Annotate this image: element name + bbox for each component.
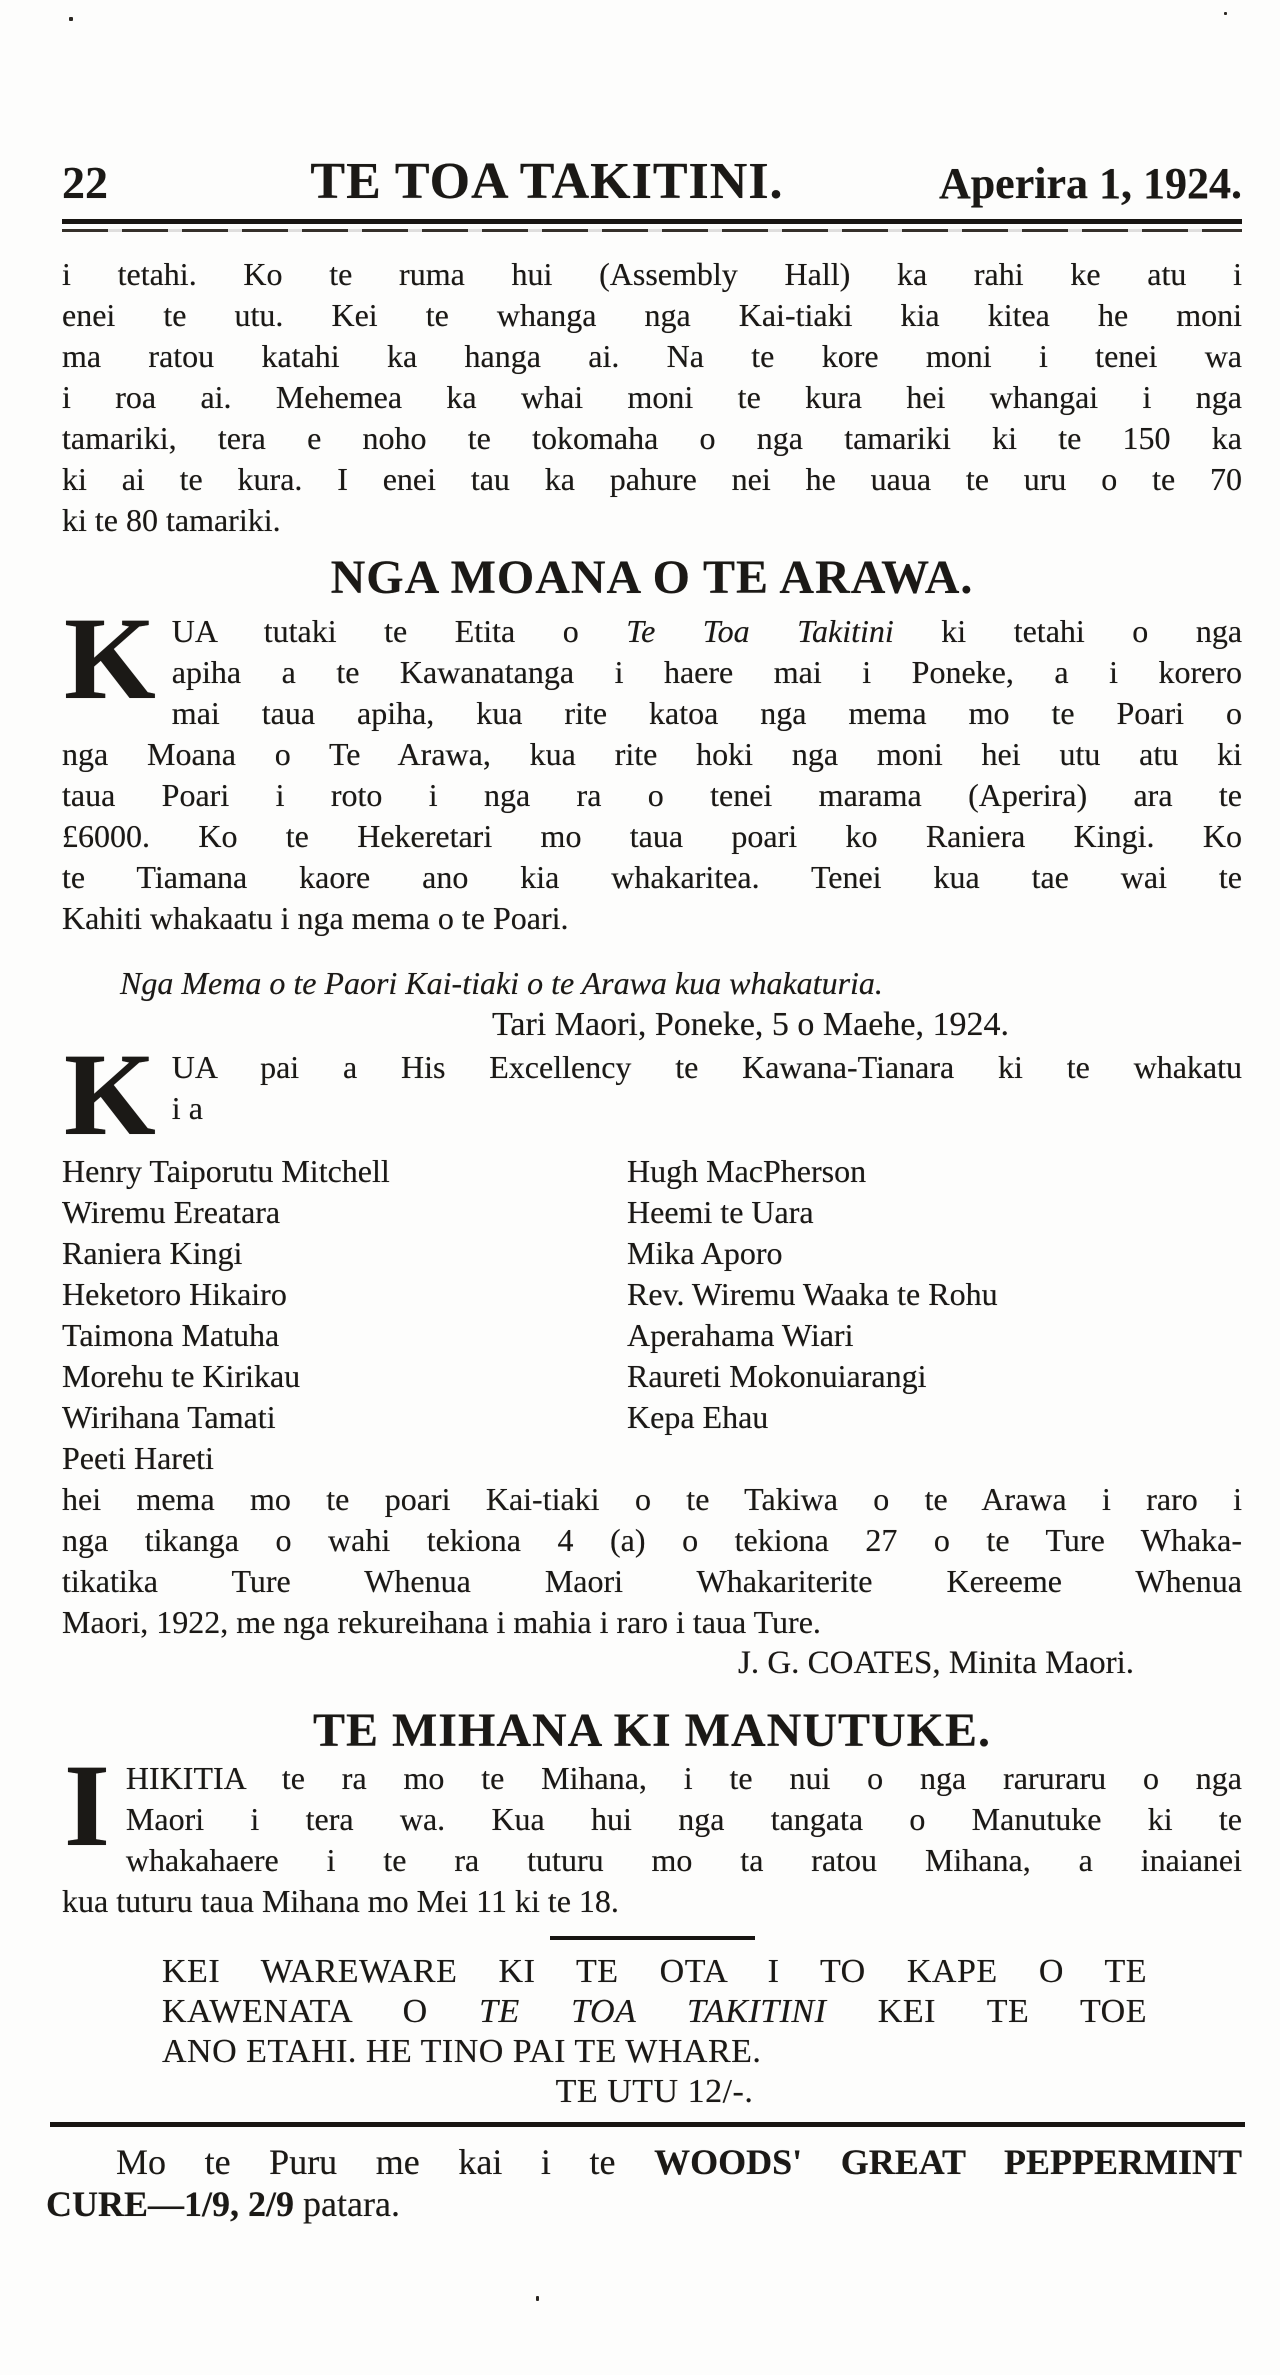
text-line [62, 1479, 1242, 1520]
arawa-paragraph-1 [62, 593, 1243, 939]
text-segment: Henry Taiporutu Mitchell [62, 1153, 390, 1189]
text-line [162, 2072, 1147, 2112]
bottom-rule [50, 2122, 1245, 2127]
text-line [62, 1315, 627, 1356]
text-segment: i tetahi. Ko te ruma hui (Assembly Hall) ka rahi ke atu i [62, 256, 1242, 292]
text-line [62, 734, 1242, 775]
text-line [627, 1315, 1242, 1356]
text-segment: Aperahama Wiari [627, 1317, 854, 1353]
text-line [62, 611, 1242, 652]
text-line [62, 2141, 1242, 2183]
text-line [62, 898, 1242, 939]
members-caption: Nga Mema o te Paori Kai-tiaki o te Arawa kua whakaturia. [120, 965, 883, 1001]
text-line [62, 254, 1242, 295]
signature-line: J. G. COATES, Minita Maori. [738, 1645, 1134, 1681]
text-segment: ki ai te kura. I enei tau ka pahure nei he uaua te uru o te 70 [62, 461, 1242, 497]
text-segment: Kepa Ehau [627, 1399, 769, 1435]
article-heading-mihana: TE MIHANA KI MANUTUKE. [312, 1704, 992, 1757]
text-line [62, 295, 1242, 336]
header-rule-thin [62, 229, 1242, 232]
text-line [62, 500, 1242, 541]
text-segment: Heketoro Hikairo [62, 1276, 287, 1312]
text-segment: Wiremu Ereatara [62, 1194, 281, 1230]
text-line [627, 1356, 1242, 1397]
text-segment: Kahiti whakaatu i nga mema o te Poari. [62, 900, 569, 936]
text-segment: te Tiamana kaore ano kia whakaritea. Tenei kua tae wai te [62, 859, 1242, 895]
text-segment: KEI WAREWARE KI TE OTA I TO KAPE O TE [162, 1953, 1147, 1990]
text-segment: HIKITIA te ra mo te Mihana, i te nui o nga raruraru o nga [125, 1760, 1242, 1796]
dropcap-i: I [64, 1740, 110, 1871]
dropcap-k: K [64, 593, 156, 724]
text-line [62, 1356, 627, 1397]
text-segment: KEI TE TOE [826, 1993, 1147, 2030]
text-segment: patara. [303, 2184, 400, 2224]
masthead-title: TE TOA TAKITINI. [310, 153, 784, 210]
text-segment: KAWENATA O [162, 1993, 480, 2030]
text-segment: Wirihana Tamati [62, 1399, 276, 1435]
text-line [62, 693, 1242, 734]
text-segment: Raureti Mokonuiarangi [627, 1358, 927, 1394]
article-heading-arawa: NGA MOANA O TE ARAWA. [330, 551, 974, 604]
text-line [62, 1602, 1242, 1643]
names-column-left [62, 1151, 627, 1479]
text-segment: UA pai a His Excellency te Kawana-Tianara ki te whakatu [171, 1049, 1242, 1085]
text-segment: taua Poari i roto i nga ra o tenei marama (Aperira) ara te [62, 777, 1242, 813]
text-line [627, 1233, 1242, 1274]
text-segment: whakahaere i te ra tuturu mo ta ratou Mihana, a inaianei [125, 1842, 1242, 1878]
text-line [62, 418, 1242, 459]
text-segment: nga tikanga o wahi tekiona 4 (a) o tekiona 27 o te Ture Whaka- [62, 1522, 1242, 1558]
text-segment: Morehu te Kirikau [62, 1358, 301, 1394]
text-segment: TE UTU 12/-. [555, 2073, 754, 2110]
text-line [62, 1192, 627, 1233]
text-line [62, 1881, 1242, 1922]
text-line [162, 1992, 1147, 2032]
text-segment: hei mema mo te poari Kai-tiaki o te Takiwa o te Arawa i raro i [62, 1481, 1242, 1517]
page-number: 22 [62, 157, 108, 208]
text-line [62, 775, 1242, 816]
section-divider-short [550, 1936, 755, 1940]
text-segment: Maori i tera wa. Kua hui nga tangata o Manutuke ki te [125, 1801, 1242, 1837]
text-line [62, 1047, 1242, 1088]
ink-speck [536, 2296, 539, 2301]
text-segment: apiha a te Kawanatanga i haere mai i Poneke, a i korero [171, 654, 1242, 690]
text-line [62, 1840, 1242, 1881]
text-segment: tikatika Ture Whenua Maori Whakariterite Kereeme Whenua [62, 1563, 1242, 1599]
mihana-paragraph [62, 1740, 1242, 1922]
text-line [62, 1088, 1242, 1129]
text-segment: ki tetahi o nga [893, 613, 1243, 649]
text-line [62, 459, 1242, 500]
text-segment: tamariki, tera e noho te tokomaha o nga tamariki ki te 150 ka [62, 420, 1242, 456]
text-segment: Hugh MacPherson [627, 1153, 867, 1189]
text-segment: Taimona Matuha [62, 1317, 280, 1353]
intro-paragraph [62, 254, 1242, 541]
header-rule-thick [62, 219, 1242, 224]
text-line [62, 336, 1242, 377]
text-segment: Raniera Kingi [62, 1235, 243, 1271]
text-segment: ANO ETAHI. HE TINO PAI TE WHARE. [162, 2033, 762, 2070]
text-line [62, 377, 1242, 418]
text-line [62, 816, 1242, 857]
text-segment: mai taua apiha, kua rite katoa nga mema mo te Poari o [171, 695, 1242, 731]
dropcap-k: K [64, 1029, 156, 1160]
text-segment: Maori, 1922, me nga rekureihana i mahia i raro i taua Ture. [62, 1604, 821, 1640]
text-line [62, 1758, 1242, 1799]
text-segment: £6000. Ko te Hekeretari mo taua poari ko Raniera Kingi. Ko [62, 818, 1242, 854]
text-segment: Mika Aporo [627, 1235, 783, 1271]
text-line [162, 1952, 1147, 1992]
issue-date: Aperira 1, 1924. [938, 159, 1242, 208]
text-line [627, 1397, 1242, 1438]
text-line [62, 1520, 1242, 1561]
text-line [62, 1799, 1242, 1840]
text-segment: nga Moana o Te Arawa, kua rite hoki nga moni hei utu atu ki [62, 736, 1242, 772]
text-segment: ma ratou katahi ka hanga ai. Na te kore moni i tenei wa [62, 338, 1242, 374]
arawa-paragraph-3 [62, 1479, 1242, 1643]
appointed-members-list [62, 1151, 1242, 1479]
page-content [46, 0, 1243, 2225]
text-segment: TE TOA TAKITINI [479, 1993, 827, 2030]
text-line [62, 1233, 627, 1274]
text-line [62, 1274, 627, 1315]
text-line [62, 1561, 1242, 1602]
text-segment: Rev. Wiremu Waaka te Rohu [627, 1276, 998, 1312]
text-line [627, 1151, 1242, 1192]
text-line [62, 1438, 627, 1479]
text-segment: ki te 80 tamariki. [62, 502, 281, 538]
text-segment: UA tutaki te Etita o [171, 613, 627, 649]
text-line [62, 1151, 627, 1192]
text-segment: Te Toa Takitini [626, 613, 894, 649]
text-line [62, 652, 1242, 693]
advert-paragraph [46, 2141, 1242, 2225]
dateline: Tari Maori, Poneke, 5 o Maehe, 1924. [492, 1006, 1009, 1043]
subscription-notice [162, 1952, 1147, 2112]
text-segment: i a [171, 1090, 203, 1126]
names-column-right [627, 1151, 1242, 1479]
text-segment: Peeti Hareti [62, 1440, 214, 1476]
text-line [627, 1192, 1242, 1233]
text-line [46, 2183, 1242, 2225]
text-segment: kua tuturu taua Mihana mo Mei 11 ki te 18. [62, 1883, 619, 1919]
text-segment: CURE—1/9, 2/9 [46, 2184, 304, 2224]
text-line [627, 1274, 1242, 1315]
text-line [62, 1397, 627, 1438]
arawa-paragraph-2 [62, 1029, 1242, 1160]
text-segment: i roa ai. Mehemea ka whai moni te kura hei whangai i nga [62, 379, 1242, 415]
text-segment: Mo te Puru me kai i te [116, 2142, 655, 2182]
text-line [162, 2032, 1147, 2072]
text-segment: WOODS' GREAT PEPPERMINT [654, 2142, 1242, 2182]
text-line [62, 857, 1242, 898]
text-segment: enei te utu. Kei te whanga nga Kai-tiaki kia kitea he moni [62, 297, 1242, 333]
page-header [62, 0, 1242, 211]
text-segment: Heemi te Uara [627, 1194, 814, 1230]
